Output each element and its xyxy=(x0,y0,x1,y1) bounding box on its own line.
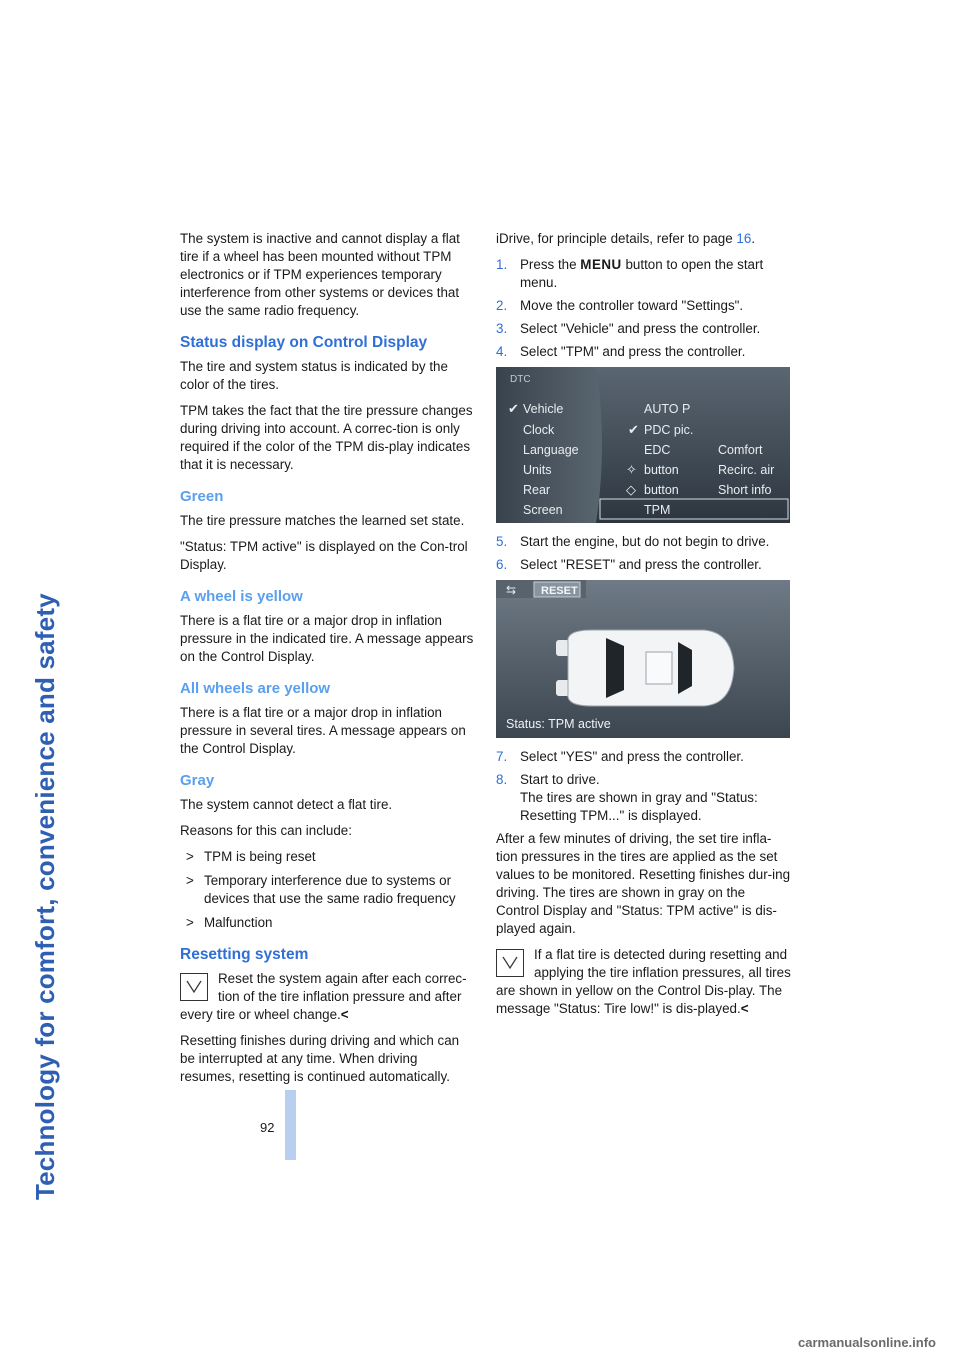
menu-item-screen: Screen xyxy=(523,503,563,517)
step-1 xyxy=(496,256,791,292)
reset-note-text: Reset the system again after each correc-tion of the tire inflation pressure and after every tire or wheel change. xyxy=(180,971,467,1022)
status-paragraph-2: TPM takes the fact that the tire pressure changes during driving into account. A correc-tion is only required if the color of the TPM dis-play indicates that it is necessary. xyxy=(180,403,473,472)
page-number: 92 xyxy=(260,1120,275,1135)
yellow-paragraph: There is a flat tire or a major drop in inflation pressure in the indicated tire. A message appears on the Control Display. xyxy=(180,613,474,664)
step-text: Start to drive. xyxy=(520,772,600,787)
check-icon: ✔ xyxy=(628,422,639,437)
step-number: 3. xyxy=(496,321,508,336)
idrive-text: iDrive, for principle details, refer to page xyxy=(496,231,737,246)
gray-paragraph-2: Reasons for this can include: xyxy=(180,823,352,838)
heading-wheel-yellow: A wheel is yellow xyxy=(180,588,303,605)
menu-item-short-info: Short info xyxy=(718,483,772,497)
bullet-marker: > xyxy=(186,849,194,864)
step-number: 4. xyxy=(496,344,508,359)
menu-item-button-2: button xyxy=(644,483,679,497)
reset-button[interactable]: RESET xyxy=(541,585,578,597)
step-4 xyxy=(496,343,791,361)
gray-paragraph-1: The system cannot detect a flat tire. xyxy=(180,797,393,812)
step-text: Select "YES" and press the controller. xyxy=(520,749,744,764)
step-5 xyxy=(496,533,791,551)
step-text: Press the xyxy=(520,257,581,272)
menu-item-vehicle: Vehicle xyxy=(523,402,564,416)
back-arrow-icon[interactable]: ⇆ xyxy=(506,583,517,597)
step-subtext: The tires are shown in gray and "Status: Resetting TPM..." is displayed. xyxy=(520,790,758,823)
heading-all-wheels-yellow: All wheels are yellow xyxy=(180,680,331,697)
heading-status-display: Status display on Control Display xyxy=(180,334,428,351)
step-3 xyxy=(496,320,791,338)
note-end-marker: < xyxy=(740,1001,749,1016)
heading-green: Green xyxy=(180,488,224,505)
step-text: Select "Vehicle" and press the controller. xyxy=(520,321,761,336)
note-icon xyxy=(496,949,524,977)
right-column xyxy=(496,230,791,1026)
step-text-cont: button to open the start menu. xyxy=(520,257,764,290)
car-top-view xyxy=(556,630,734,706)
green-paragraph-1: The tire pressure matches the learned set state. xyxy=(180,513,465,528)
step-number: 5. xyxy=(496,534,508,549)
left-column xyxy=(180,230,475,1094)
menu-item-button-1: button xyxy=(644,463,679,477)
green-paragraph-2: "Status: TPM active" is displayed on the Con-trol Display. xyxy=(180,539,468,572)
menu-item-recirc-air: Recirc. air xyxy=(718,463,775,477)
footer-watermark: carmanualsonline.info xyxy=(798,1335,936,1350)
step-8 xyxy=(496,771,791,825)
menu-key-label: MENU xyxy=(580,257,622,272)
bullet-marker: > xyxy=(186,873,194,888)
heading-gray: Gray xyxy=(180,772,215,789)
step-2 xyxy=(496,297,791,315)
flat-tire-note xyxy=(496,946,791,1018)
list-item xyxy=(180,848,475,866)
note-end-marker: < xyxy=(340,1007,349,1022)
step-7 xyxy=(496,748,791,766)
menu-item-auto-p: AUTO P xyxy=(644,402,691,416)
menu-item-rear: Rear xyxy=(523,483,551,497)
step-text: Select "RESET" and press the controller. xyxy=(520,557,762,572)
tpm-status-screenshot xyxy=(496,580,790,738)
screen-header: DTC xyxy=(510,374,531,385)
menu-item-comfort: Comfort xyxy=(718,443,763,457)
idrive-period: . xyxy=(751,231,756,246)
diamond-icon: ◇ xyxy=(626,482,636,497)
list-item xyxy=(180,914,475,932)
menu-item-clock: Clock xyxy=(523,423,555,437)
menu-item-tpm: TPM xyxy=(644,503,671,517)
reset-note xyxy=(180,970,475,1024)
heading-resetting-system: Resetting system xyxy=(180,946,309,963)
step-number: 1. xyxy=(496,257,508,272)
page-edge-bar xyxy=(285,1090,296,1160)
list-item xyxy=(180,872,475,908)
step-number: 2. xyxy=(496,298,508,313)
step-text: Select "TPM" and press the controller. xyxy=(520,344,746,359)
menu-item-edc: EDC xyxy=(644,443,671,457)
step-text: Move the controller toward "Settings". xyxy=(520,298,744,313)
vehicle-settings-screenshot xyxy=(496,367,790,523)
bullet-marker: > xyxy=(186,915,194,930)
step-number: 8. xyxy=(496,772,508,787)
list-item-text: TPM is being reset xyxy=(204,849,316,864)
star-icon: ✧ xyxy=(626,462,637,477)
list-item-text: Malfunction xyxy=(204,915,273,930)
after-paragraph: After a few minutes of driving, the set tire infla-tion pressures in the tires are applied as the set values to be monitored. Resetting finishes dur-ing driving. The tires are shown in gray on the Control Display and "Status: TPM active" is dis-played again. xyxy=(496,831,791,936)
step-6 xyxy=(496,556,791,574)
step-number: 7. xyxy=(496,749,508,764)
flat-tire-note-text: If a flat tire is detected during resetting and applying the tire inflation pressures, all tires are shown in yellow on the Control Dis-play. The message "Status: Tire low!" is dis-played. xyxy=(496,947,791,1016)
list-item-text: Temporary interference due to systems or devices that use the same radio frequency xyxy=(204,873,456,906)
all-yellow-paragraph: There is a flat tire or a major drop in inflation pressure in several tires. A message appears on the Control Display. xyxy=(180,705,466,756)
menu-item-pdc: PDC pic. xyxy=(644,423,694,437)
tpm-status-text: Status: TPM active xyxy=(506,717,611,731)
check-icon: ✔ xyxy=(508,401,519,416)
intro-paragraph: The system is inactive and cannot display a flat tire if a wheel has been mounted without TPM electronics or if TPM experiences temporary interference from other systems or devices that use the same radio frequency. xyxy=(180,231,460,318)
menu-item-units: Units xyxy=(523,463,552,477)
step-text: Start the engine, but do not begin to drive. xyxy=(520,534,770,549)
status-paragraph-1: The tire and system status is indicated by the color of the tires. xyxy=(180,359,448,392)
idrive-reference xyxy=(496,230,791,248)
menu-item-language: Language xyxy=(523,443,579,457)
page-link[interactable]: 16 xyxy=(736,231,752,246)
chapter-side-title: Technology for comfort, convenience and safety xyxy=(30,593,60,1200)
reset-paragraph: Resetting finishes during driving and which can be interrupted at any time. When driving resumes, resetting is continued automatically. xyxy=(180,1033,460,1084)
step-number: 6. xyxy=(496,557,508,572)
note-icon xyxy=(180,973,208,1001)
